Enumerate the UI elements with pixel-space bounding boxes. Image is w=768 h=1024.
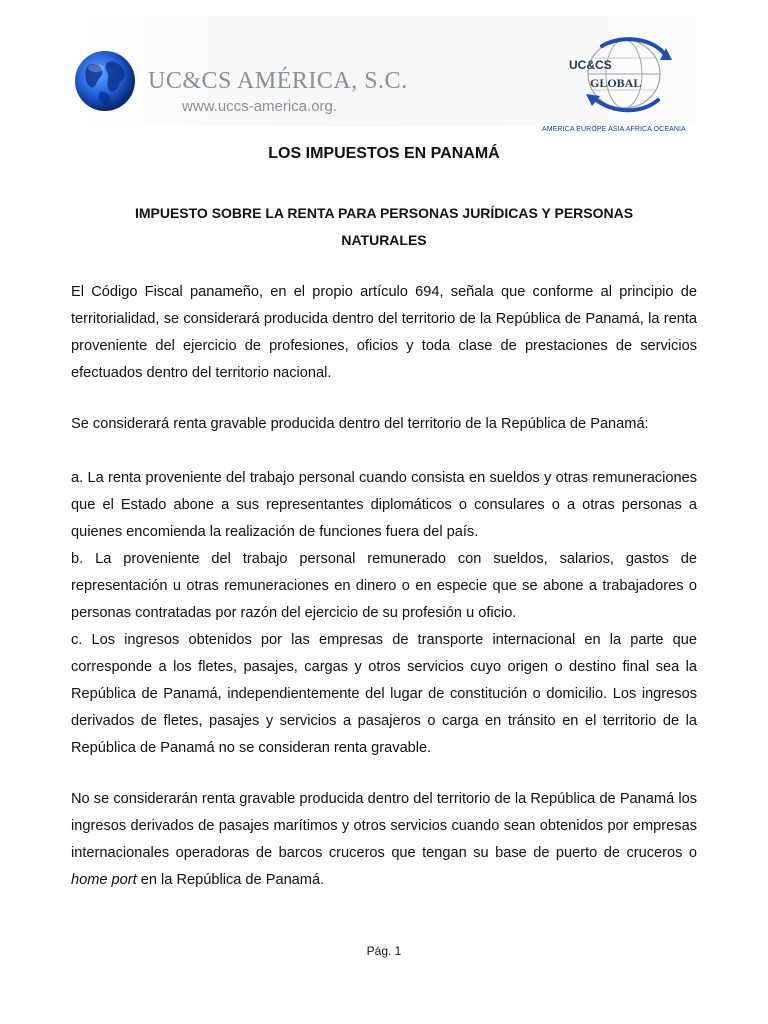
globe-swoosh-icon [562, 34, 682, 114]
taxable-income-list [71, 465, 697, 762]
list-item-c: c. Los ingresos obtenidos por las empresas de transporte internacional en la parte que corresponde a los fletes, pasajes, cargas y otros servicios cuyo origen o destino final sea la República de Panamá, independientemente del lugar de constitución o domicilio. Los ingresos derivados de fletes, pasajes y servicios a pasajeros o carga en tránsito en el territorio de la República de Panamá no se consideran renta gravable. [71, 632, 697, 756]
page-number: Pág. 1 [366, 944, 402, 958]
paragraph-cruise-exemption [71, 786, 697, 894]
logo-text-global: GLOBAL [590, 76, 642, 90]
globe-logo-icon [74, 50, 136, 112]
organization-website: www.uccs-america.org. [182, 98, 338, 115]
home-port-term: home port [71, 872, 137, 888]
organization-name: UC&CS AMÉRICA, S.C. [148, 68, 408, 94]
logo-continents: AMERICA EUROPE ASIA AFRICA OCEANIA [542, 126, 686, 133]
letterhead-banner [72, 16, 696, 133]
paragraph-territoriality: El Código Fiscal panameño, en el propio artículo 694, señala que conforme al principio de territorialidad, se considerará producida dentro del territorio de la República de Panamá, la renta proveniente del ejercicio de profesiones, oficios y toda clase de prestaciones de servicios efectuados dentro del territorio nacional. [71, 284, 697, 381]
paragraph-taxable-income-intro: Se considerará renta gravable producida dentro del territorio de la República de Panamá: [71, 416, 649, 432]
list-item-b: b. La proveniente del trabajo personal remunerado con sueldos, salarios, gastos de representación u otras remuneraciones en dinero o en especie que se abone a trabajadores o personas contratadas por razón del ejercicio de su profesión u oficio. [71, 551, 697, 621]
list-item-a: a. La renta proveniente del trabajo personal cuando consista en sueldos y otras remuneraciones que el Estado abone a sus representantes diplomáticos o consulares o a otras personas a quienes encomienda la realización de funciones fuera del país. [71, 470, 697, 540]
document-subtitle: IMPUESTO SOBRE LA RENTA PARA PERSONAS JURÍDICAS Y PERSONAS NATURALES [134, 205, 634, 248]
global-logo [542, 34, 692, 140]
document-title: LOS IMPUESTOS EN PANAMÁ [268, 145, 500, 162]
paragraph-cruise-text-start: No se considerarán renta gravable producida dentro del territorio de la República de Panamá los ingresos derivados de pasajes marítimos y otros servicios cuando sean obtenidos por empresas internacionales operadoras de barcos cruceros que tengan su base de puerto de cruceros o [71, 791, 697, 861]
paragraph-cruise-text-end: en la República de Panamá. [136, 872, 325, 888]
logo-text-uccs: UC&CS [569, 58, 612, 72]
